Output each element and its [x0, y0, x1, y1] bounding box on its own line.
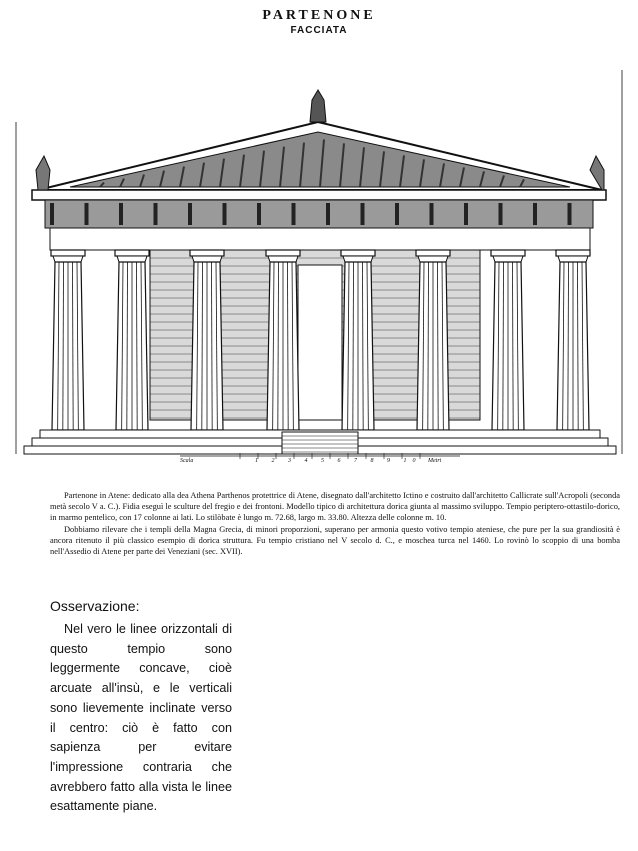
central-acroterion	[310, 90, 326, 122]
column-abacus	[115, 250, 149, 256]
observation-heading: Osservazione:	[50, 598, 140, 614]
scale-marks: 1 2 3 4 5 6 7 8 9 10	[255, 458, 422, 464]
column-echinus	[343, 256, 373, 262]
column-abacus	[416, 250, 450, 256]
column-abacus	[341, 250, 375, 256]
column-abacus	[266, 250, 300, 256]
parthenon-facade-drawing	[0, 60, 638, 470]
cornice	[32, 190, 606, 200]
central-stairs	[282, 432, 358, 454]
page-subtitle: FACCIATA	[290, 25, 348, 36]
column-echinus	[268, 256, 298, 262]
left-acroterion	[36, 156, 50, 190]
caption-paragraph-1: Partenone in Atene: dedicato alla dea Athena Parthenos protettrice di Atene, disegnato dall'architetto Ictino e costruito dall'architetto Callicrate sull'Acropoli (seconda metà secolo V a. C.). Fidia eseguì le sculture del fregio e dei frontoni. Modello tipico di architettura dorica giunta al massimo sviluppo. Tempio periptero-ottastilo-dorico, in marmo pentelico, con 17 colonne ai lati. Lo stilòbate è lungo m. 72.68, largo m. 33.80. Altezza delle colonne m. 10.	[50, 491, 620, 523]
column-echinus	[418, 256, 448, 262]
triglyph	[568, 203, 572, 225]
architrave	[50, 228, 590, 250]
column-echinus	[117, 256, 147, 262]
frieze	[45, 200, 593, 228]
column-abacus	[556, 250, 590, 256]
triglyph	[361, 203, 365, 225]
caption	[50, 490, 620, 557]
scale-label-left: Scala	[180, 458, 194, 464]
caption-paragraph-2: Dobbiamo rilevare che i templi della Magna Grecia, di minori proporzioni, superano per armonia questo votivo tempio ateniese, che pure per la sua grandiosità è ancora ritenuto il più classico esempio di dorica struttura. Fu tempio cristiano nel V secolo d. C., e moschea turca nel 1460. Lo rovinò lo scoppio di una bomba nell'Assedio di Atene per parte dei Veneziani (sec. XVII).	[50, 524, 620, 557]
triglyph	[395, 203, 399, 225]
triglyph	[85, 203, 89, 225]
facade-group	[16, 70, 622, 459]
triglyph	[533, 203, 537, 225]
observation-text: Nel vero le linee orizzontali di questo tempio sono leggermente concave, cioè arcuate all'insù, e le verticali sono lievemente inclinate verso il centro: ciò è fatto con sapienza per evitare l'impressione contraria che avrebbero fatto alla vista le linee esattamente piane.	[50, 622, 232, 814]
column-echinus	[493, 256, 523, 262]
doorway	[298, 265, 342, 420]
column-abacus	[51, 250, 85, 256]
observation-body	[50, 620, 232, 817]
triglyph	[464, 203, 468, 225]
triglyph	[326, 203, 330, 225]
triglyph	[188, 203, 192, 225]
triglyph	[430, 203, 434, 225]
triglyph	[154, 203, 158, 225]
triglyph	[50, 203, 54, 225]
column-echinus	[53, 256, 83, 262]
column-echinus	[558, 256, 588, 262]
triglyph	[119, 203, 123, 225]
triglyph	[499, 203, 503, 225]
column-abacus	[190, 250, 224, 256]
scale-label-right: Metri	[428, 458, 442, 464]
triglyph	[257, 203, 261, 225]
column-abacus	[491, 250, 525, 256]
right-acroterion	[590, 156, 604, 190]
column-echinus	[192, 256, 222, 262]
triglyph	[292, 203, 296, 225]
triglyph	[223, 203, 227, 225]
page-title: PARTENONE	[262, 8, 376, 23]
